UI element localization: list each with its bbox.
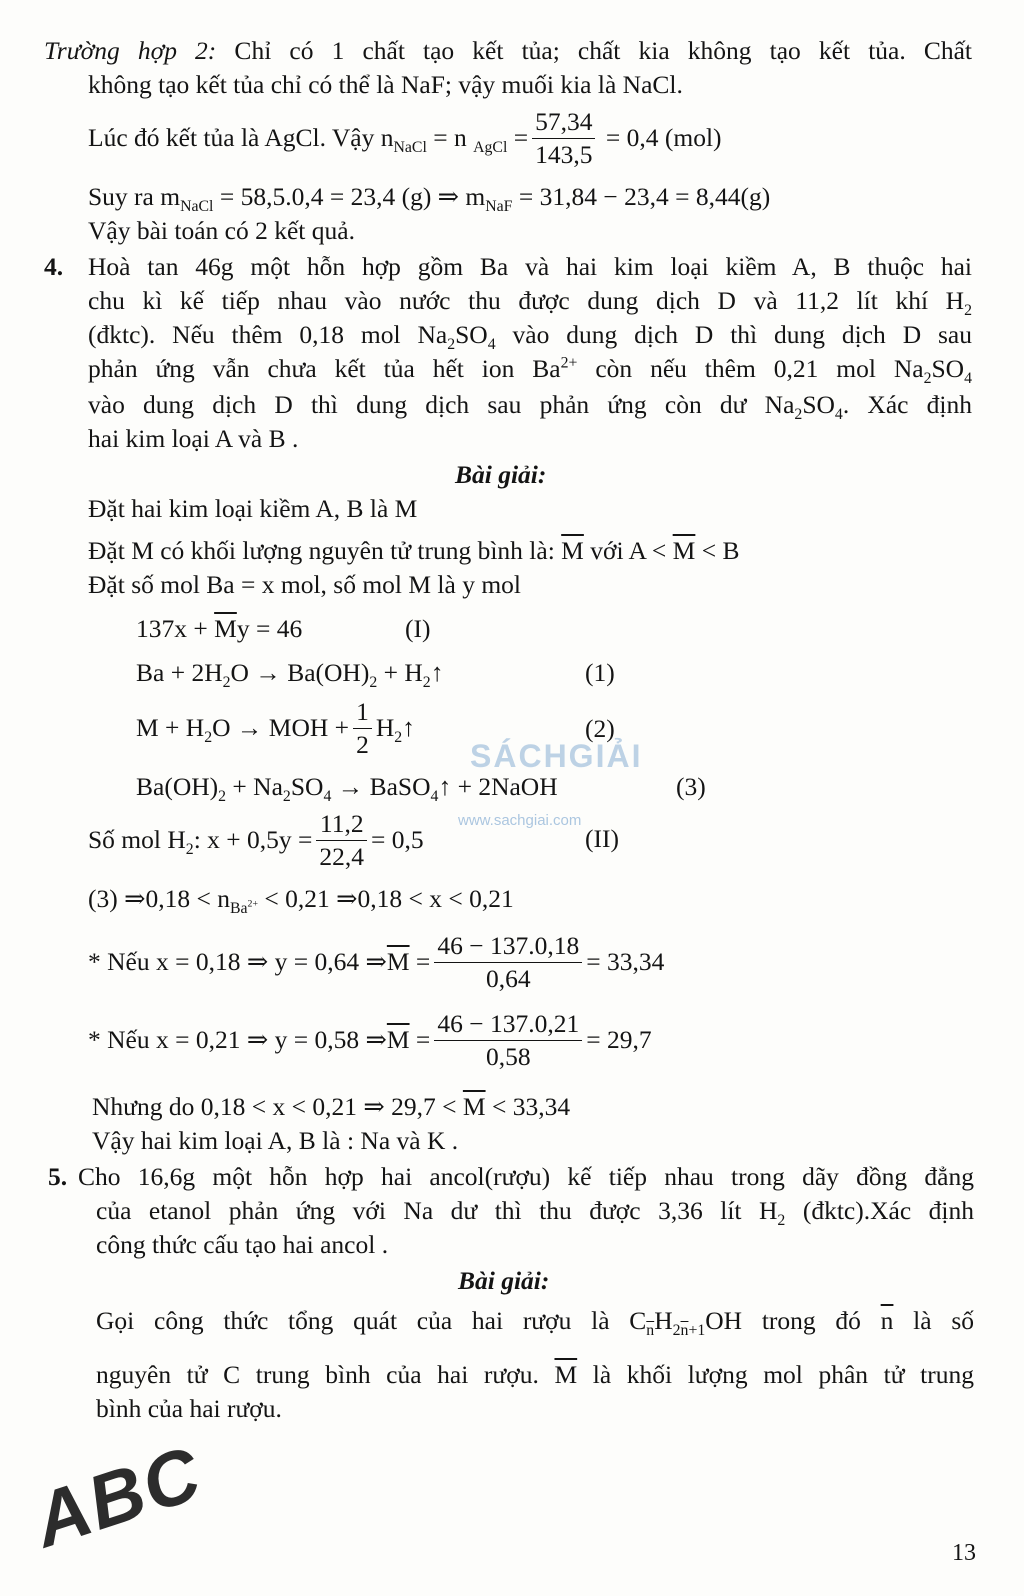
reaction-1: $Ba + 2H_2O \to Ba(OH)_2$ + $H_2↑$ [136, 658, 444, 692]
reaction-2-tag: (2) [585, 714, 615, 743]
case2-label: Trường hợp 2: [44, 36, 217, 65]
p4-sol-line-2: Đặt M có khối lượng nguyên tử trung bình là: $\overline{M}$ với $A < \overline{M} < B$ [88, 536, 740, 565]
p4-sol-line-1: Đặt hai kim loại kiềm A, B là M [88, 494, 418, 523]
watermark-logo: SÁCHGIẢI [470, 738, 643, 774]
equation-I: $137x + \overline{M}y = 46$ [136, 614, 303, 643]
p4-line-2: chu kì kế tiếp nhau vào nước thu được dung dịch D và 11,2 lít khí $H_2$ [88, 286, 972, 320]
abc-stamp: ABC [23, 1430, 212, 1565]
p4-line-4: phản ứng vẫn chưa kết tủa hết ion $Ba^{2+}$ còn nếu thêm 0,21 mol $Na_2SO_4$ [88, 354, 972, 388]
case-x-018: * Nếu x = 0,18 ⇒ y = 0,64 $\Rightarrow\overline{M}$ = $\frac{46 - 137.0,18}{0,64}$ = 33,34 [88, 930, 664, 995]
p4-line-6: hai kim loại A và B . [88, 424, 299, 453]
p4-conclusion-2: Vậy hai kim loại A, B là : Na và K . [92, 1126, 459, 1155]
h2-moles-equation: Số mol $H_2$: x + 0,5y = $\frac{11,2}{22,4}$ = 0,5 [88, 808, 424, 873]
barium-ion-range: (3) ⇒0,18 < $n_{Ba^{2+}} < 0,21$ ⇒0,18 < x < 0,21 [88, 884, 514, 918]
case2-line-2: không tạo kết tủa chỉ có thể là NaF; vậy muối kia là NaCl. [88, 70, 683, 99]
p4-line-5: vào dung dịch D thì dung dịch sau phản ứng còn dư $Na_2SO_4$. Xác định [88, 390, 972, 424]
reaction-3-tag: (3) [676, 772, 706, 801]
p5-sol-line-1: Gọi công thức tổng quát của hai rượu là $C_{\overline{n}}H_{2\overline{n}+1}OH$ trong đó $\overline{n}$ là số [96, 1306, 974, 1340]
page-number: 13 [952, 1540, 976, 1566]
h2-fraction: $\frac{11,2}{22,4}$ [316, 808, 367, 873]
reaction-2: $M + H_2O$ → MOH + $\frac{1}{2}$ $H_2↑$ [136, 696, 415, 761]
p5-line-3: công thức cấu tạo hai ancol . [96, 1230, 389, 1259]
half-fraction: $\frac{1}{2}$ [353, 696, 372, 761]
problem-5-number: 5. [48, 1162, 68, 1191]
case-x-018-fraction: $\frac{46 - 137.0,18}{0,64}$ [434, 930, 582, 995]
reaction-3: $Ba(OH)_2 + Na_2SO_4$ → BaSO$_4$↑ + 2NaOH [136, 772, 558, 806]
reaction-1-tag: (1) [585, 658, 615, 687]
p5-solution-title: Bài giải: [458, 1266, 550, 1295]
case-x-021: * Nếu x = 0,21 ⇒ y = 0,58 $\Rightarrow\overline{M}$ = $\frac{46 - 137.0,21}{0,58}$ = 29,7 [88, 1008, 652, 1073]
agcl-fraction: $\frac{57,34}{143,5}$ [532, 106, 595, 171]
case2-line-3: Lúc đó kết tủa là AgCl. Vậy $n_{NaCl} = n$ $_{AgCl}$ = $\frac{57,34}{143,5}$ = 0,4 (mol) [88, 106, 722, 171]
problem-4-number: 4. [44, 252, 64, 281]
case2-line-1: Trường hợp 2: Chỉ có 1 chất tạo kết tủa; chất kia không tạo kết tủa. Chất [44, 36, 972, 65]
p5-line-1: Cho 16,6g một hỗn hợp hai ancol(rượu) kế tiếp nhau trong dãy đồng đẳng [78, 1162, 974, 1191]
watermark-url: www.sachgiai.com [458, 812, 582, 829]
equation-I-tag: (I) [405, 614, 431, 643]
p4-solution-title: Bài giải: [455, 460, 547, 489]
case2-line-4: Suy ra $m_{NaCl} = 58,5.0,4 = 23,4$ (g) ⇒ $m_{NaF} = 31,84 - 23,4 = 8,44(g)$ [88, 182, 771, 216]
p4-line-1: Hoà tan 46g một hỗn hợp gồm Ba và hai kim loại kiềm A, B thuộc hai [88, 252, 972, 281]
p4-sol-line-3: Đặt số mol Ba = x mol, số mol M là y mol [88, 570, 522, 599]
p4-conclusion-1: Nhưng do 0,18 < x < 0,21 ⇒ $29,7 < \overline{M} < 33,34$ [92, 1092, 571, 1121]
p5-line-2: của etanol phản ứng với Na dư thì thu được 3,36 lít $H_2$ (đktc).Xác định [96, 1196, 974, 1230]
h2-equation-tag: (II) [585, 824, 619, 853]
case-x-021-fraction: $\frac{46 - 137.0,21}{0,58}$ [434, 1008, 582, 1073]
p5-sol-line-2: nguyên tử C trung bình của hai rượu. $\overline{M}$ là khối lượng mol phân tử trung [96, 1360, 974, 1389]
p5-sol-line-3: bình của hai rượu. [96, 1394, 282, 1423]
case2-line-5: Vậy bài toán có 2 kết quả. [88, 216, 355, 245]
p4-line-3: (đktc). Nếu thêm 0,18 mol $Na_2SO_4$ vào dung dịch D thì dung dịch D sau [88, 320, 972, 354]
